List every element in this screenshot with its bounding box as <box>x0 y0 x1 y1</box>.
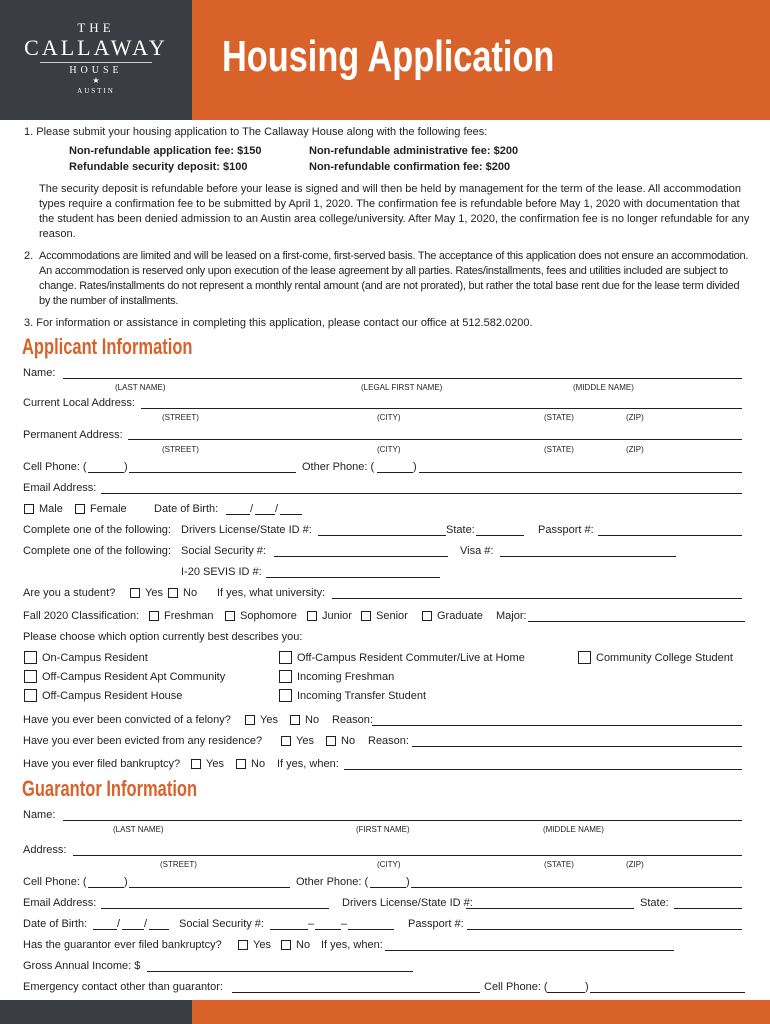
male-checkbox[interactable] <box>24 504 34 514</box>
drivers-license-label: Drivers License/State ID #: <box>181 524 312 536</box>
guarantor-cell-phone-label: Cell Phone: ( <box>23 876 87 888</box>
evicted-no-label: No <box>341 735 356 747</box>
paren-close: ) <box>124 876 128 888</box>
footer-bar <box>0 1000 770 1024</box>
page-title: Housing Application <box>222 32 555 81</box>
community-college-label: Community College Student <box>596 652 733 664</box>
guarantor-other-area-field[interactable] <box>370 887 406 888</box>
guarantor-dob-year-field[interactable] <box>149 929 169 930</box>
footer-orange-block <box>192 1000 770 1024</box>
zip-caption: (ZIP) <box>626 860 644 869</box>
bankruptcy-no-checkbox[interactable] <box>236 759 246 769</box>
guarantor-cell-phone-field[interactable] <box>129 887 290 888</box>
guarantor-ssn-part1-field[interactable] <box>270 929 308 930</box>
guarantor-email-field[interactable] <box>101 908 329 909</box>
i20-label: I-20 SEVIS ID #: <box>181 566 262 578</box>
guarantor-state-field[interactable] <box>674 908 742 909</box>
guarantor-passport-label: Passport #: <box>408 918 464 930</box>
apt-community-label: Off-Campus Resident Apt Community <box>42 671 226 683</box>
paren-close: ) <box>413 461 417 473</box>
felony-yes-label: Yes <box>260 714 278 726</box>
cell-phone-field[interactable] <box>129 472 296 473</box>
logo-the: THE <box>77 20 115 35</box>
city-caption: (CITY) <box>377 413 401 422</box>
permanent-address-field[interactable] <box>128 439 742 440</box>
incoming-transfer-checkbox[interactable] <box>279 689 292 702</box>
guarantor-bankruptcy-yes-checkbox[interactable] <box>238 940 248 950</box>
guarantor-bankruptcy-label: Has the guarantor ever filed bankruptcy? <box>23 939 222 951</box>
emergency-cell-label: Cell Phone: ( <box>484 981 548 993</box>
gross-income-field[interactable] <box>147 971 413 972</box>
license-state-field[interactable] <box>476 535 524 536</box>
emergency-contact-field[interactable] <box>232 992 480 993</box>
student-no-checkbox[interactable] <box>168 588 178 598</box>
university-field[interactable] <box>332 598 742 599</box>
guarantor-bankruptcy-no-label: No <box>296 939 311 951</box>
logo-house: HOUSE <box>69 65 123 76</box>
city-caption: (CITY) <box>377 445 401 454</box>
state-caption: (STATE) <box>544 860 574 869</box>
dob-slash: / <box>144 918 148 930</box>
instruction-2: Accommodations are limited and will be leased on a first-come, first-served basis. The acceptance of this application does not ensure an accommodation. An accommodation is reserved only upon execution of the lease agreement by all parties. Rates/installments, fees and utilities included are subject to change. Rates/installments do not represent a monthly rental amount (and are not prorated), but rather the total base rent due for the lease term divided by the number of installments. <box>39 250 749 307</box>
dob-label: Date of Birth: <box>154 503 219 515</box>
junior-label: Junior <box>322 610 352 622</box>
applicant-information-heading: Applicant Information <box>22 334 193 359</box>
guarantor-bankruptcy-yes-label: Yes <box>253 939 271 951</box>
are-student-label: Are you a student? <box>23 587 116 599</box>
paren-close: ) <box>406 876 410 888</box>
sophomore-label: Sophomore <box>240 610 297 622</box>
application-fee: Non-refundable application fee: $150 <box>69 145 262 157</box>
title-bar <box>192 0 770 120</box>
graduate-label: Graduate <box>437 610 483 622</box>
choose-option-label: Please choose which option currently best describes you: <box>23 631 303 643</box>
bankruptcy-when-field[interactable] <box>344 769 742 770</box>
dob-slash: / <box>275 503 279 515</box>
emergency-cell-field[interactable] <box>590 992 745 993</box>
email-field[interactable] <box>101 493 742 494</box>
last-name-caption: (LAST NAME) <box>115 383 166 392</box>
state-caption: (STATE) <box>544 445 574 454</box>
email-label: Email Address: <box>23 482 97 494</box>
social-security-label: Social Security #: <box>181 545 266 557</box>
dob-year-field[interactable] <box>280 514 302 515</box>
passport-field[interactable] <box>598 535 742 536</box>
first-name-caption: (FIRST NAME) <box>356 825 410 834</box>
cell-phone-area-field[interactable] <box>88 472 124 473</box>
off-campus-house-checkbox[interactable] <box>24 689 37 702</box>
ssn-dash: – <box>308 918 315 930</box>
other-phone-label: Other Phone: ( <box>302 461 375 473</box>
evicted-no-checkbox[interactable] <box>326 736 336 746</box>
state-caption: (STATE) <box>544 413 574 422</box>
zip-caption: (ZIP) <box>626 413 644 422</box>
drivers-license-field[interactable] <box>318 535 446 536</box>
gross-income-label: Gross Annual Income: $ <box>23 960 141 972</box>
visa-label: Visa #: <box>460 545 494 557</box>
street-caption: (STREET) <box>160 860 197 869</box>
star-icon: ★ <box>92 76 100 85</box>
zip-caption: (ZIP) <box>626 445 644 454</box>
sophomore-checkbox[interactable] <box>225 611 235 621</box>
instruction-2-number: 2. <box>24 250 34 262</box>
paren-close: ) <box>124 461 128 473</box>
administrative-fee: Non-refundable administrative fee: $200 <box>309 145 519 157</box>
middle-name-caption: (MIDDLE NAME) <box>543 825 604 834</box>
guarantor-dob-label: Date of Birth: <box>23 918 88 930</box>
bankruptcy-label: Have you ever filed bankruptcy? <box>23 758 181 770</box>
street-caption: (STREET) <box>162 413 199 422</box>
felony-reason-label: Reason: <box>332 714 373 726</box>
student-no-label: No <box>183 587 198 599</box>
guarantor-address-label: Address: <box>23 844 67 856</box>
guarantor-name-label: Name: <box>23 809 56 821</box>
header <box>0 0 770 120</box>
felony-yes-checkbox[interactable] <box>245 715 255 725</box>
social-security-field[interactable] <box>274 556 448 557</box>
i20-field[interactable] <box>266 577 440 578</box>
felony-label: Have you ever been convicted of a felony? <box>23 714 231 726</box>
state-label: State: <box>446 524 475 536</box>
guarantor-state-label: State: <box>640 897 669 909</box>
confirmation-fee: Non-refundable confirmation fee: $200 <box>309 161 511 173</box>
guarantor-bankruptcy-when-label: If yes, when: <box>321 939 383 951</box>
guarantor-address-field[interactable] <box>73 855 742 856</box>
commuter-checkbox[interactable] <box>279 651 292 664</box>
incoming-transfer-label: Incoming Transfer Student <box>297 690 427 702</box>
city-caption: (CITY) <box>377 860 401 869</box>
legal-first-name-caption: (LEGAL FIRST NAME) <box>361 383 443 392</box>
felony-no-checkbox[interactable] <box>290 715 300 725</box>
dob-slash: / <box>250 503 254 515</box>
guarantor-license-field[interactable] <box>466 908 634 909</box>
guarantor-other-phone-field[interactable] <box>411 887 742 888</box>
security-deposit: Refundable security deposit: $100 <box>69 161 248 173</box>
bankruptcy-no-label: No <box>251 758 266 770</box>
evicted-label: Have you ever been evicted from any residence? <box>23 735 263 747</box>
last-name-caption: (LAST NAME) <box>113 825 164 834</box>
apt-community-checkbox[interactable] <box>24 670 37 683</box>
complete-one-label: Complete one of the following: <box>23 524 171 536</box>
graduate-checkbox[interactable] <box>422 611 432 621</box>
major-field[interactable] <box>528 621 745 622</box>
guarantor-cell-area-field[interactable] <box>88 887 124 888</box>
bankruptcy-when-label: If yes, when: <box>277 758 339 770</box>
freshman-label: Freshman <box>164 610 214 622</box>
bankruptcy-yes-checkbox[interactable] <box>191 759 201 769</box>
street-caption: (STREET) <box>162 445 199 454</box>
logo-name: CALLAWAY <box>24 35 168 60</box>
freshman-checkbox[interactable] <box>149 611 159 621</box>
cell-phone-label: Cell Phone: ( <box>23 461 87 473</box>
junior-checkbox[interactable] <box>307 611 317 621</box>
on-campus-checkbox[interactable] <box>24 651 37 664</box>
on-campus-label: On-Campus Resident <box>42 652 148 664</box>
other-phone-area-field[interactable] <box>377 472 413 473</box>
logo-austin: AUSTIN <box>77 87 115 95</box>
evicted-yes-label: Yes <box>296 735 314 747</box>
passport-label: Passport #: <box>538 524 594 536</box>
guarantor-bankruptcy-when-field[interactable] <box>385 950 674 951</box>
student-yes-checkbox[interactable] <box>130 588 140 598</box>
visa-field[interactable] <box>500 556 676 557</box>
guarantor-ssn-part3-field[interactable] <box>348 929 394 930</box>
evicted-reason-label: Reason: <box>368 735 409 747</box>
middle-name-caption: (MIDDLE NAME) <box>573 383 634 392</box>
dob-slash: / <box>117 918 121 930</box>
guarantor-other-phone-label: Other Phone: ( <box>296 876 369 888</box>
dob-month-field[interactable] <box>226 514 250 515</box>
off-campus-house-label: Off-Campus Resident House <box>42 690 183 702</box>
female-label: Female <box>90 503 127 515</box>
community-college-checkbox[interactable] <box>578 651 591 664</box>
other-phone-field[interactable] <box>419 472 742 473</box>
classification-label: Fall 2020 Classification: <box>23 610 140 622</box>
applicant-name-field[interactable] <box>63 378 742 379</box>
incoming-freshman-label: Incoming Freshman <box>297 671 395 683</box>
university-label: If yes, what university: <box>217 587 326 599</box>
current-address-label: Current Local Address: <box>23 397 135 409</box>
guarantor-license-label: Drivers License/State ID #: <box>342 897 473 909</box>
guarantor-ssn-label: Social Security #: <box>179 918 264 930</box>
deposit-paragraph: The security deposit is refundable before your lease is signed and will then be held by management for the term of the lease. All accommodation types require a confirmation fee to be submitted by April 1, 2020. The confirmation fee is refundable before May 1, 2020 with documentation that the student has been denied admission to an Austin area college/university. After May 1, 2020, the confirmation fee is no longer refundable for any reason. <box>39 183 750 240</box>
guarantor-email-label: Email Address: <box>23 897 97 909</box>
footer-dark-block <box>0 1000 192 1024</box>
senior-checkbox[interactable] <box>361 611 371 621</box>
felony-reason-field[interactable] <box>372 725 742 726</box>
guarantor-dob-day-field[interactable] <box>122 929 144 930</box>
bankruptcy-yes-label: Yes <box>206 758 224 770</box>
guarantor-passport-field[interactable] <box>467 929 742 930</box>
complete-one-label: Complete one of the following: <box>23 545 171 557</box>
student-yes-label: Yes <box>145 587 163 599</box>
instruction-1: 1. Please submit your housing application to The Callaway House along with the following fees: <box>24 126 488 138</box>
guarantor-information-heading: Guarantor Information <box>22 776 198 801</box>
guarantor-dob-month-field[interactable] <box>93 929 117 930</box>
commuter-label: Off-Campus Resident Commuter/Live at Home <box>297 652 525 664</box>
female-checkbox[interactable] <box>75 504 85 514</box>
emergency-cell-area-field[interactable] <box>547 992 585 993</box>
callaway-house-logo <box>0 0 192 120</box>
felony-no-label: No <box>305 714 320 726</box>
dob-day-field[interactable] <box>255 514 275 515</box>
instruction-3: 3. For information or assistance in completing this application, please contact our office at 512.582.0200. <box>24 317 533 329</box>
evicted-reason-field[interactable] <box>412 746 742 747</box>
emergency-contact-label: Emergency contact other than guarantor: <box>23 981 223 993</box>
evicted-yes-checkbox[interactable] <box>281 736 291 746</box>
current-address-field[interactable] <box>141 408 742 409</box>
ssn-dash: – <box>341 918 348 930</box>
logo-divider <box>40 62 152 63</box>
senior-label: Senior <box>376 610 408 622</box>
paren-close: ) <box>585 981 589 993</box>
male-label: Male <box>39 503 63 515</box>
guarantor-name-field[interactable] <box>63 820 742 821</box>
guarantor-ssn-part2-field[interactable] <box>315 929 341 930</box>
permanent-address-label: Permanent Address: <box>23 429 123 441</box>
major-label: Major: <box>496 610 527 622</box>
applicant-name-label: Name: <box>23 367 56 379</box>
guarantor-bankruptcy-no-checkbox[interactable] <box>281 940 291 950</box>
incoming-freshman-checkbox[interactable] <box>279 670 292 683</box>
